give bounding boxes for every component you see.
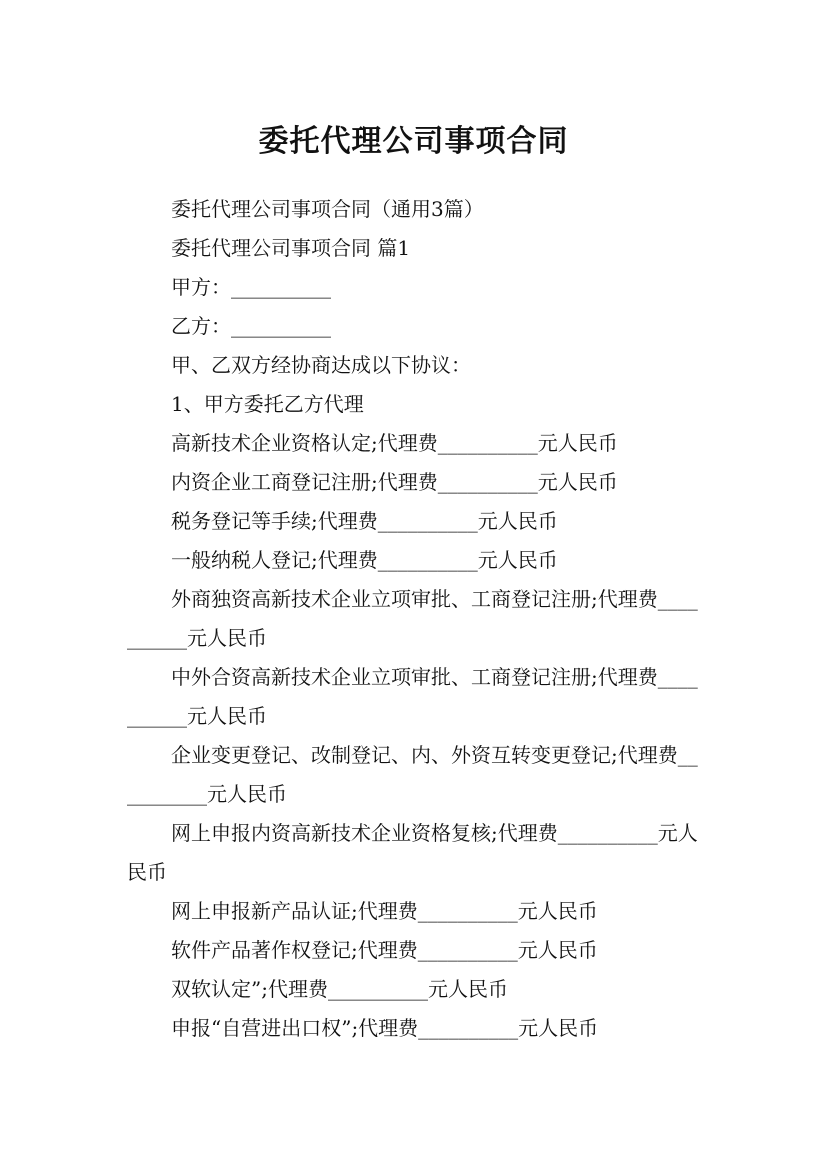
- document-title: 委托代理公司事项合同: [258, 124, 569, 160]
- paragraph: 内资企业工商登记注册;代理费__________元人民币: [171, 470, 618, 494]
- paragraph: 甲方：__________: [171, 275, 331, 299]
- paragraph: 中外合资高新技术企业立项审批、工商登记注册;代理费__________元人民币: [127, 665, 698, 728]
- paragraph: 网上申报内资高新技术企业资格复核;代理费__________元人民币: [127, 821, 698, 884]
- paragraph: 网上申报新产品认证;代理费__________元人民币: [171, 899, 598, 923]
- paragraph: 企业变更登记、改制登记、内、外资互转变更登记;代理费__________元人民币: [127, 743, 698, 806]
- paragraph: 软件产品著作权登记;代理费__________元人民币: [171, 938, 598, 962]
- paragraph: 乙方：__________: [171, 314, 331, 338]
- paragraph: 甲、乙双方经协商达成以下协议：: [171, 353, 471, 377]
- paragraph: 一般纳税人登记;代理费__________元人民币: [171, 548, 558, 572]
- document-body: [127, 190, 705, 1048]
- paragraph: 税务登记等手续;代理费__________元人民币: [171, 509, 558, 533]
- paragraph: 双软认定”;代理费__________元人民币: [171, 977, 508, 1001]
- paragraph: 委托代理公司事项合同 篇1: [171, 236, 411, 260]
- paragraph: 外商独资高新技术企业立项审批、工商登记注册;代理费__________元人民币: [127, 587, 698, 650]
- paragraph: 委托代理公司事项合同（通用3篇）: [171, 197, 484, 221]
- paragraph: 高新技术企业资格认定;代理费__________元人民币: [171, 431, 618, 455]
- paragraph: 1、甲方委托乙方代理: [171, 392, 364, 416]
- paragraph: 申报“自营进出口权”;代理费__________元人民币: [171, 1016, 599, 1040]
